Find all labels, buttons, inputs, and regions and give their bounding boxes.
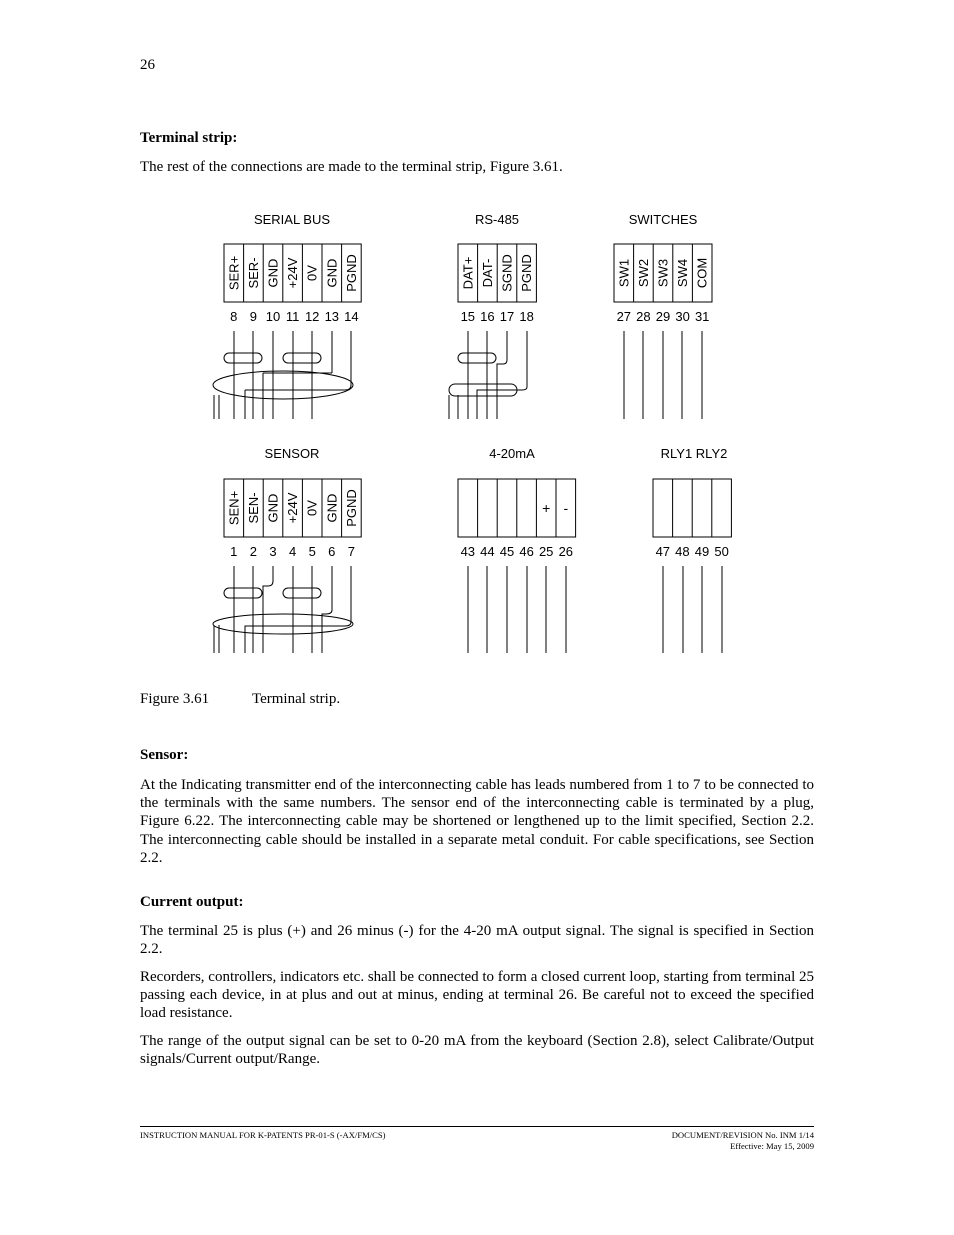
- current-output-terminal-number: 25: [538, 544, 554, 559]
- footer-rule: [140, 1126, 814, 1127]
- sensor-twisted-pair: [224, 588, 262, 598]
- switches-terminal-label: SW1: [616, 258, 632, 288]
- rs-485-twisted-pair: [458, 353, 496, 363]
- rs-485-terminal-label: DAT+: [460, 256, 476, 290]
- sensor-terminal-label: 0V: [304, 500, 320, 516]
- switches-terminal-label: SW4: [675, 258, 691, 288]
- serial-bus-terminal-number: 14: [344, 309, 359, 324]
- rs-485-terminal-number: 17: [499, 309, 515, 324]
- serial-bus-terminal-number: 12: [304, 309, 320, 324]
- switches-terminal-label: COM: [694, 257, 710, 289]
- current-output-terminal-number: 43: [460, 544, 476, 559]
- serial-bus-terminal-label: +24V: [285, 257, 301, 289]
- footer-manual-title: INSTRUCTION MANUAL FOR K-PATENTS PR-01-S (-AX/FM/CS): [140, 1130, 386, 1140]
- sensor-wire: [263, 566, 273, 653]
- serial-bus-title: SERIAL BUS: [253, 212, 331, 227]
- relays-terminal-number: 49: [694, 544, 710, 559]
- current-output-paragraph-3: The range of the output signal can be set to 0-20 mA from the keyboard (Section 2.8), select Calibrate/Output signals/Current output/Range.: [140, 1033, 814, 1068]
- serial-bus-shield-wire: [245, 331, 351, 419]
- current-output-terminal-label: +: [542, 500, 551, 516]
- footer-effective-date: Effective: May 15, 2009: [730, 1141, 814, 1151]
- rs-485-wire: [497, 331, 507, 419]
- rs-485-title: RS-485: [474, 212, 520, 227]
- current-output-heading: Current output:: [140, 894, 244, 910]
- switches-terminal-number: 29: [655, 309, 671, 324]
- sensor-title: SENSOR: [264, 446, 320, 461]
- sensor-terminal-number: 6: [328, 544, 336, 559]
- current-output-terminal-number: 26: [558, 544, 574, 559]
- rs-485-terminal-number: 18: [519, 309, 534, 324]
- rs-485-shield-wire: [477, 331, 527, 419]
- serial-bus-terminal-label: GND: [265, 258, 281, 288]
- current-output-paragraph-1: The terminal 25 is plus (+) and 26 minus (-) for the 4-20 mA output signal. The signal is specified in Section 2.2.: [140, 923, 814, 958]
- sensor-terminal-label: PGND: [343, 489, 359, 527]
- switches-terminal-label: SW3: [655, 258, 671, 288]
- serial-bus-terminal-number: 10: [265, 309, 281, 324]
- terminal-strip-intro: The rest of the connections are made to the terminal strip, Figure 3.61.: [140, 159, 563, 175]
- sensor-terminal-number: 2: [249, 544, 258, 559]
- switches-terminal-number: 30: [675, 309, 690, 324]
- relays-terminal-number: 47: [655, 544, 671, 559]
- current-output-paragraph-2: Recorders, controllers, indicators etc. shall be connected to form a closed current loop, starting from terminal 25 passing each device, in at plus and out at minus, ending at terminal 26. Be careful not to exceed the specified load resistance.: [140, 969, 814, 1022]
- serial-bus-terminal-label: 0V: [304, 265, 320, 281]
- relays-terminal-number: 50: [714, 544, 729, 559]
- sensor-terminal-number: 4: [288, 544, 297, 559]
- switches-terminal-label: SW2: [635, 258, 651, 288]
- sensor-terminal-number: 1: [230, 544, 238, 559]
- serial-bus-terminal-label: PGND: [343, 254, 359, 292]
- serial-bus-twisted-pair: [283, 353, 321, 363]
- rs-485-terminal-label: DAT-: [479, 258, 495, 288]
- sensor-shield-wire: [245, 566, 351, 653]
- serial-bus-terminal-number: 9: [249, 309, 258, 324]
- switches-terminal-number: 27: [616, 309, 632, 324]
- sensor-terminal-number: 7: [347, 544, 356, 559]
- terminal-strip-diagram: [0, 200, 954, 670]
- sensor-paragraph: At the Indicating transmitter end of the interconnecting cable has leads numbered from 1 to 7 to be connected to the terminals with the same numbers. The sensor end of the interconnecting cable is terminated by a plug, Figure 6.22. The interconnecting cable may be shortened or lengthened up to the limit specified, Section 2.2. The interconnecting cable should be installed in a separate metal conduit. For cable specifications, see Section 2.2.: [140, 777, 814, 866]
- rs-485-terminal-number: 16: [480, 309, 495, 324]
- serial-bus-terminal-label: GND: [324, 258, 340, 288]
- page-number: 26: [140, 57, 155, 73]
- sensor-heading: Sensor:: [140, 747, 189, 763]
- sensor-twisted-pair: [283, 588, 321, 598]
- switches-terminal-number: 31: [694, 309, 710, 324]
- serial-bus-terminal-number: 11: [285, 309, 300, 324]
- sensor-terminal-number: 3: [269, 544, 277, 559]
- serial-bus-terminal-label: SER-: [245, 257, 261, 289]
- serial-bus-terminal-number: 8: [230, 309, 238, 324]
- serial-bus-terminal-number: 13: [324, 309, 340, 324]
- figure-caption-label: Figure 3.61: [140, 691, 210, 707]
- rs-485-terminal-label: PGND: [519, 254, 535, 292]
- current-output-title: 4-20mA: [489, 446, 535, 461]
- serial-bus-twisted-pair: [224, 353, 262, 363]
- current-output-terminal-label: -: [563, 500, 569, 516]
- figure-caption-text: Terminal strip.: [252, 691, 341, 707]
- footer-document-revision: DOCUMENT/REVISION No. INM 1/14: [671, 1130, 814, 1140]
- relays-title: RLY1 RLY2: [660, 446, 728, 461]
- sensor-terminal-label: SEN+: [226, 490, 242, 526]
- sensor-terminal-label: GND: [265, 493, 281, 523]
- current-output-terminal-number: 44: [480, 544, 495, 559]
- sensor-terminal-label: SEN-: [245, 492, 261, 524]
- terminal-strip-heading: Terminal strip:: [140, 130, 238, 146]
- serial-bus-terminal-label: SER+: [226, 255, 242, 291]
- switches-terminal-number: 28: [636, 309, 651, 324]
- switches-title: SWITCHES: [628, 212, 698, 227]
- current-output-terminal-number: 46: [519, 544, 534, 559]
- rs-485-terminal-label: SGND: [499, 254, 515, 292]
- sensor-terminal-label: +24V: [285, 492, 301, 524]
- sensor-wire: [322, 566, 332, 653]
- rs-485-terminal-number: 15: [460, 309, 476, 324]
- current-output-terminal-number: 45: [499, 544, 515, 559]
- sensor-terminal-label: GND: [324, 493, 340, 523]
- sensor-terminal-number: 5: [308, 544, 316, 559]
- terminal-strip-figure: [0, 200, 954, 675]
- relays-terminal-number: 48: [675, 544, 690, 559]
